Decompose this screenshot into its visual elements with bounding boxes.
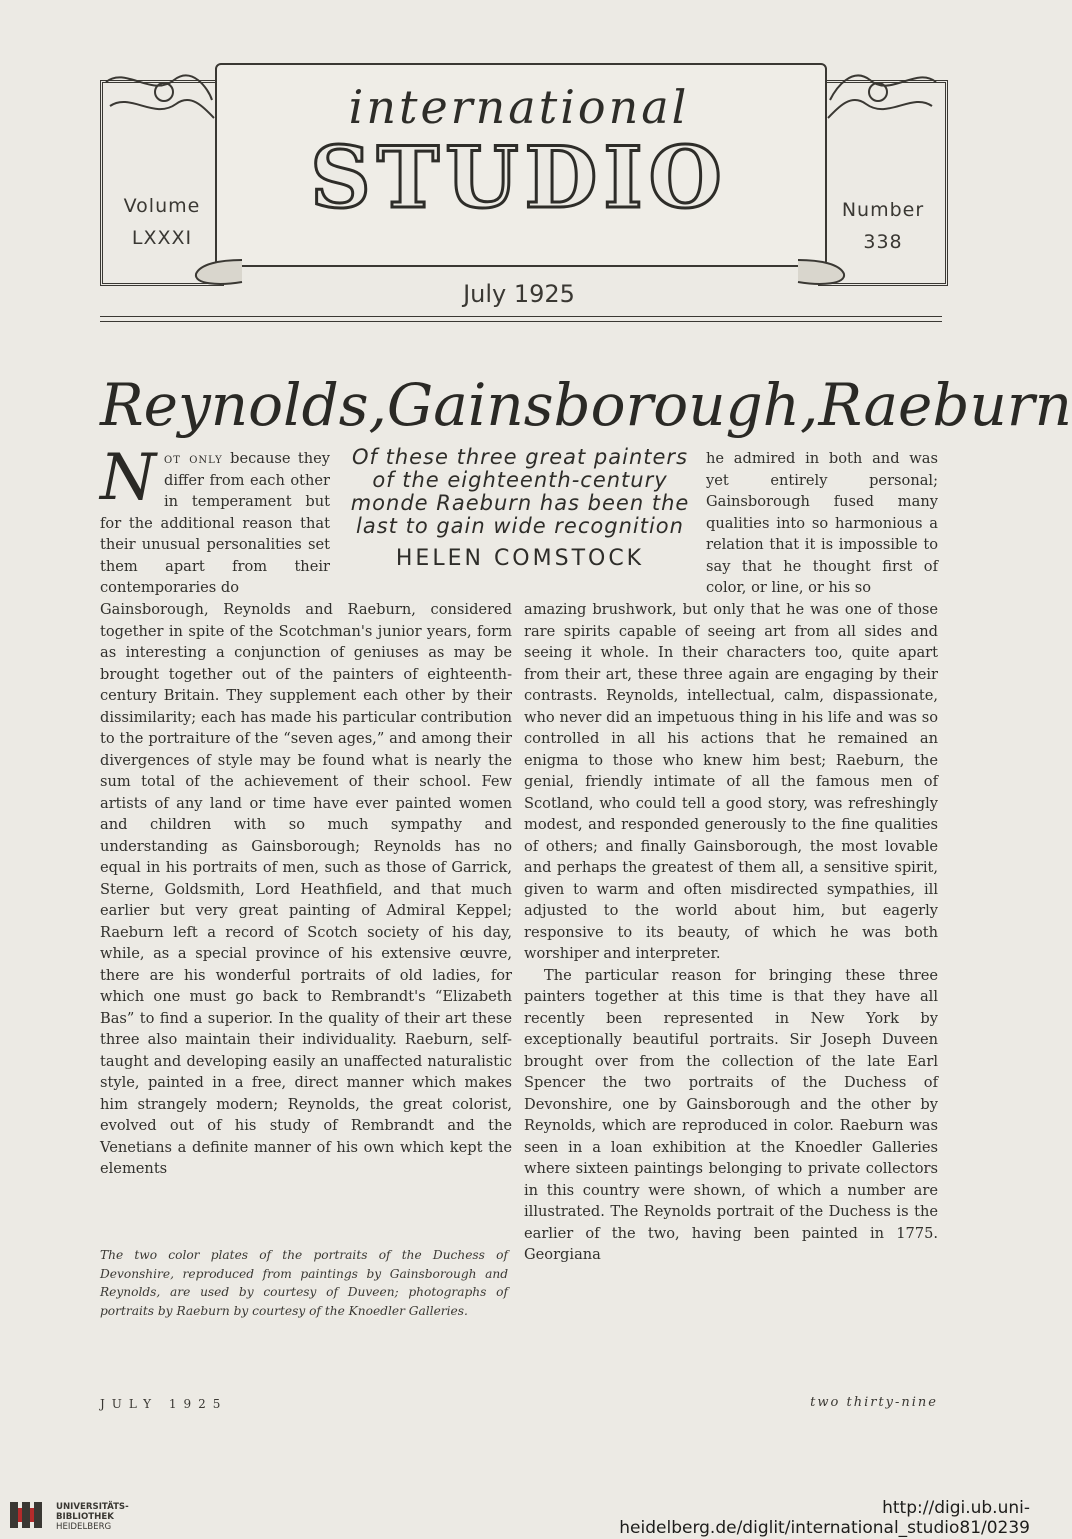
lead-left-column [100, 441, 330, 599]
library-name-line1: UNIVERSITÄTS- [56, 1502, 129, 1512]
masthead-rule-bottom [100, 321, 942, 322]
body-right-paragraph-2: The particular reason for bringing these three painters together at this time is that they have all recently been represented in New York by exceptionally beautiful portraits. Sir Joseph Duveen brought over from the collection of the late Earl Spencer the two portraits of the Duchess of Devonshire, one by Gainsborough and the other by Reynolds, which are reproduced in color. Raeburn was seen in a loan exhibition at the Knoedler Galleries where sixteen paintings belonging to private collectors in this country were shown, of which a number are illustrated. The Reynolds portrait of the Duchess is the earlier of the two, having been painted in 1775. Georgiana [524, 966, 938, 1263]
number-value: 338 [863, 231, 903, 253]
body-right-paragraph-1: amazing brushwork, but only that he was one of those rare spirits capable of seeing art from all sides and seeing it whole. In their characters too, quite apart from their art, these three again are engaging by their contrasts. Reynolds, intellectual, calm, dispassionate, who never did an impetuous thing in his life and was so controlled in all his actions that he remained an enigma to those who knew him best; Raeburn, the genial, friendly intimate of all the famous men of Scotland, who could tell a good story, was refreshingly modest, and responded generously to the fine qualities of others; and finally Gainsborough, the most lovable and perhaps the greatest of them all, a sensitive spirit, given to warm and often misdirected sympathies, ill adjusted to the world about him, but eagerly responsive to its beauty, of which he was both worshiper and interpreter. [524, 601, 938, 962]
article-title [100, 371, 1072, 439]
folio-page-number: two thirty-nine [810, 1395, 938, 1410]
masthead-international: international [348, 80, 690, 134]
library-logo-icon [8, 1498, 50, 1532]
title-word-gainsborough: Gainsborough, [386, 371, 819, 439]
number-label: Number [841, 199, 925, 221]
issue-date: July 1925 [463, 280, 575, 308]
library-name-line3: HEIDELBERG [56, 1522, 112, 1532]
library-name [56, 1502, 129, 1532]
lead-smallcaps: ot only [164, 450, 223, 467]
volume-number: LXXXI [131, 227, 193, 249]
title-word-raeburn: Raeburn [818, 371, 1072, 439]
volume-label: Volume [123, 195, 201, 217]
deck-text: Of these three great painters of the eighteenth-century monde Raeburn has been the last to gain wide recognition [350, 445, 690, 538]
footnote: The two color plates of the portraits of the Duchess of Devonshire, reproduced from paintings by Gainsborough and Reynolds, are used by courtesy of Duveen; photographs of portraits by Raeburn by courtesy of the Knoedler Galleries. [100, 1248, 508, 1318]
drop-cap: N [100, 441, 156, 515]
body-right-column [524, 599, 938, 1266]
permalink-url[interactable]: http://digi.ub.uni-heidelberg.de/diglit/international_studio81/0239 [619, 1498, 1030, 1538]
body-left-column: Gainsborough, Reynolds and Raeburn, considered together in spite of the Scotchman's junior years, form as interesting a conjunction of geniuses as may be brought together out of the painters of eighteenth-century Britain. They supplement each other by their dissimilarity; each has made his particular contribution to the portraiture of the “seven ages,” and among their divergences of style may be found what is nearly the sum total of the achievement of their school. Few artists of any land or time have ever painted women and children with so much sympathy and understanding as Gainsborough; Reynolds has no equal in his portraits of men, such as those of Garrick, Sterne, Goldsmith, Lord Heathfield, and that much earlier but very great painting of Admiral Keppel; Raeburn left a record of Scotch society of his day, while, as a special province of his extensive œuvre, there are his wonderful portraits of old ladies, for which one must go back to Rembrandt's “Elizabeth Bas” to find a superior. In the quality of their art these three also maintain their individuality. Raeburn, self-taught and developing easily an unaffected naturalistic style, painted in a free, direct manner which makes him strangely modern; Reynolds, the great colorist, evolved out of his study of Rembrandt and the Venetians a definite manner of his own which kept the elements [100, 601, 512, 1177]
masthead-studio: STUDIO [310, 128, 728, 227]
lead-right-column: he admired in both and was yet entirely personal; Gainsborough fused many qualities into so harmonious a relation that it is impossible to say that he thought first of color, or line, or his so [706, 450, 938, 596]
library-name-line2: BIBLIOTHEK [56, 1512, 114, 1522]
byline: HELEN COMSTOCK [395, 546, 645, 571]
folio-date: JULY 1925 [100, 1397, 228, 1411]
masthead-rule-top [100, 316, 942, 317]
title-word-reynolds: Reynolds, [100, 371, 387, 439]
lead-left-text: because they differ from each other in temperament but for the additional reason that their unusual personalities set them apart from their contemporaries do [100, 450, 330, 596]
article-deck [340, 446, 700, 571]
